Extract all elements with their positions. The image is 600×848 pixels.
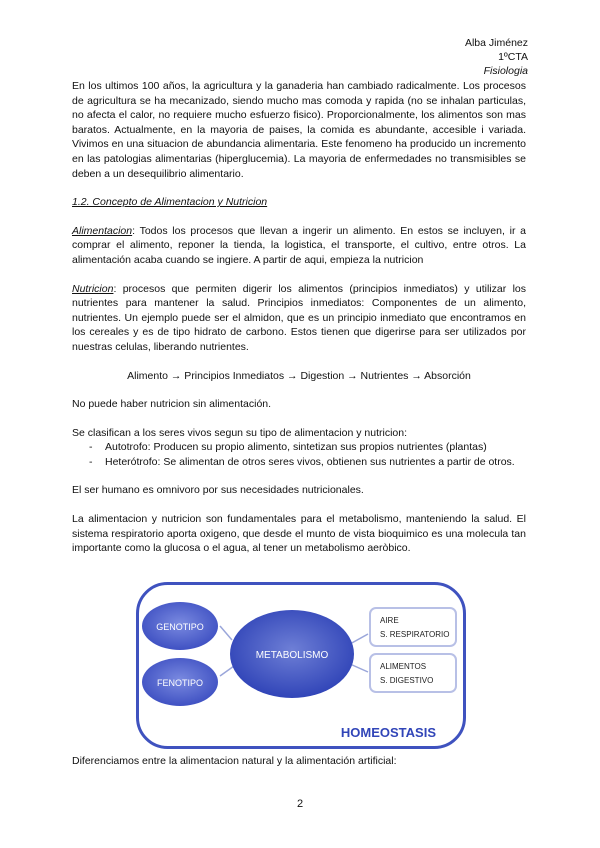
no-nutricion-paragraph: No puede haber nutricion sin alimentación. [72, 398, 272, 411]
nutricion-term: Nutricion [72, 282, 114, 295]
list-item-heterotrofo: - Heterótrofo: Se alimentan de otros seres vivos, obtienen sus nutrientes a partir de otros. [72, 455, 526, 470]
homeostasis-label: HOMEOSTASIS [340, 725, 436, 740]
aire-label: AIRE [380, 616, 399, 625]
metabolismo-paragraph: La alimentacion y nutricion son fundamentales para el metabolismo, manteniendo la salud. El sistema respiratorio aporta oxigeno, que desde el munto de vista bioquimico es una molecula tan importante como la glucosa o el agua, al tener un metabolismo aeròbico. [72, 513, 526, 555]
metabolism-diagram [136, 582, 466, 750]
page-number: 2 [296, 798, 304, 810]
document-body [72, 79, 526, 570]
alimentacion-paragraph [72, 224, 526, 268]
organism-types-list [72, 440, 526, 469]
subject-label: Fisiologia [483, 65, 528, 77]
aire-box [370, 608, 456, 646]
intro-paragraph: En los ultimos 100 años, la agricultura y la ganaderia han cambiado radicalmente. Los procesos de agricultura se ha mecanizado, siendo mucho mas comoda y rapida (no se inhalan particulas, no afecta el calor, no requiere mucho esfuerzo fisico). Proporcionalmente, los alimentos son mas baratos. Actualmente, en la mayoria de paises, la comida es abundante, accesible i variada. Vivimos en una situacion de abundancia alimentaria. Este fenomeno ha producido un incremento en las patologias alimentarias (hiperglucemia). La mayoria de enfermedades no transmisibles se deben a un desequilibrio alimentario. [72, 80, 526, 180]
digestivo-label: S. DIGESTIVO [380, 676, 434, 685]
clasifican-paragraph: Se clasifican a los seres vivos segun su tipo de alimentacion y nutricion: [72, 426, 408, 439]
nutricion-paragraph [72, 282, 526, 355]
closing-section [72, 754, 526, 783]
metabolismo-label: METABOLISMO [255, 650, 329, 661]
alimentos-box [370, 654, 456, 692]
genotipo-label: GENOTIPO [156, 622, 204, 632]
process-flow: Alimento → Principios Inmediatos → Digestion → Nutrientes → Absorción [127, 369, 471, 382]
section-title: 1.2. Concepto de Alimentacion y Nutricion [72, 196, 268, 209]
page-header [465, 36, 528, 78]
course-label: 1ºCTA [498, 51, 528, 63]
alimentacion-definition: : Todos los procesos que llevan a ingerir un alimento. En estos se incluyen, ir a comprar el alimento, reponer la tienda, la logistica, el transporte, el cultivo, entre otros. La alimentación acaba cuando se ingiere. A partir de aqui, empieza la nutricion [72, 224, 526, 266]
omnivoro-paragraph: El ser humano es omnivoro por sus necesidades nutricionales. [72, 484, 364, 497]
author-name: Alba Jiménez [464, 37, 528, 49]
list-item-autotrofo: - Autotrofo: Producen su propio alimento, sintetizan sus propios nutrientes (plantas) [72, 440, 526, 455]
respiratorio-label: S. RESPIRATORIO [380, 630, 450, 639]
fenotipo-label: FENOTIPO [156, 678, 204, 688]
diferenciamos-paragraph: Diferenciamos entre la alimentacion natural y la alimentación artificial: [72, 755, 397, 767]
alimentos-label: ALIMENTOS [380, 662, 427, 671]
alimentacion-term: Alimentacion [72, 224, 133, 237]
nutricion-definition: : procesos que permiten digerir los alimentos (principios inmediatos) y utilizar los nutrientes para mantener la salud. Principios inmediatos: Componentes de un alimento, nutrientes. Un ejemplo puede ser el almidon, que es un principio inmediato que encontramos en los cereales y es de tipo hidrato de carbono. Estos tienen que digerirse para ser utilizados por nuestras celulas, liberando nutrientes. [72, 282, 526, 353]
